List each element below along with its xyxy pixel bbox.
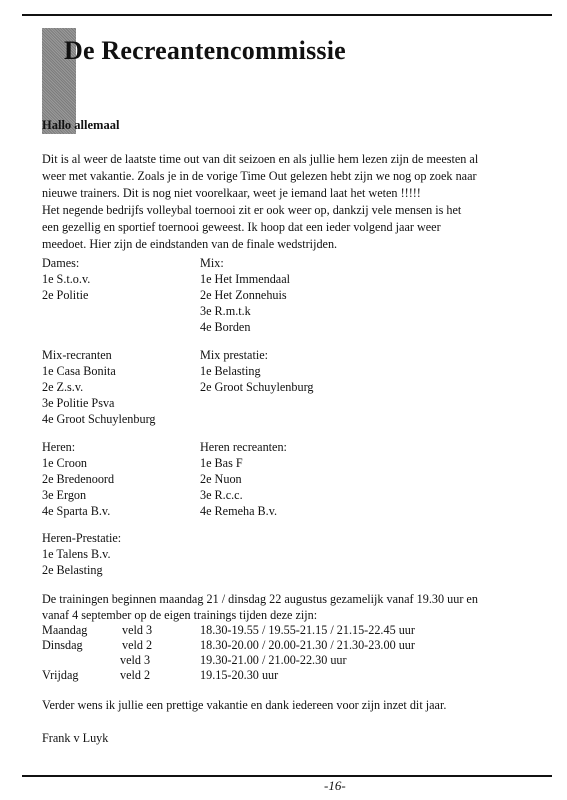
schedule-veld: veld 3 [120, 653, 151, 667]
standings-mix-recranten [42, 347, 156, 427]
standings-item: 1e S.t.o.v. [42, 272, 91, 286]
standings-heren-recreanten [200, 439, 287, 519]
intro-line: meedoet. Hier zijn de eindstanden van de finale wedstrijden. [42, 237, 338, 251]
schedule-veld: veld 2 [122, 638, 153, 652]
standings-heading: Heren recreanten: [200, 440, 287, 454]
schedule-day: Dinsdag [42, 638, 83, 652]
schedule-day: Vrijdag [42, 668, 79, 682]
page-number: -16- [324, 778, 346, 793]
standings-item: 4e Borden [200, 320, 251, 334]
standings-item: 3e R.c.c. [200, 488, 243, 502]
training-intro [42, 591, 557, 623]
standings-item: 3e R.m.t.k [200, 304, 251, 318]
standings-heading: Heren-Prestatie: [42, 531, 122, 545]
intro-line: een gezellig en sportief toernooi geweest. Ik hoop dat een ieder volgend jaar weer [42, 220, 441, 234]
standings-item: 3e Ergon [42, 488, 87, 502]
standings-heading: Mix-recranten [42, 348, 112, 362]
greeting: Hallo allemaal [42, 118, 120, 132]
standings-dames [42, 255, 90, 303]
standings-item: 1e Belasting [200, 364, 261, 378]
standings-heading: Dames: [42, 256, 80, 270]
standings-heading: Mix prestatie: [200, 348, 269, 362]
standings-item: 2e Bredenoord [42, 472, 115, 486]
signature: Frank v Luyk [42, 731, 109, 745]
page-title: De Recreantencommissie [64, 36, 346, 65]
standings-item: 1e Casa Bonita [42, 364, 116, 378]
standings-item: 2e Z.s.v. [42, 380, 84, 394]
standings-item: 4e Groot Schuylenburg [42, 412, 156, 426]
standings-heren [42, 439, 114, 519]
schedule-times: 19.30-21.00 / 21.00-22.30 uur [200, 653, 347, 667]
bottom-rule [22, 775, 552, 777]
standings-item: 2e Het Zonnehuis [200, 288, 287, 302]
standings-item: 1e Talens B.v. [42, 547, 111, 561]
standings-item: 4e Sparta B.v. [42, 504, 111, 518]
intro-paragraph [42, 151, 557, 253]
schedule-day: Maandag [42, 623, 88, 637]
standings-item: 1e Croon [42, 456, 88, 470]
schedule-times: 19.15-20.30 uur [200, 668, 279, 682]
schedule-times: 18.30-19.55 / 19.55-21.15 / 21.15-22.45 uur [200, 623, 415, 637]
standings-item: 3e Politie Psva [42, 396, 115, 410]
training-intro-line: vanaf 4 september op de eigen trainings tijden deze zijn: [42, 608, 318, 622]
standings-item: 2e Groot Schuylenburg [200, 380, 314, 394]
schedule-veld: veld 3 [122, 623, 153, 637]
intro-line: weer met vakantie. Zoals je in de vorige Time Out gelezen hebt zijn we nog op zoek naar [42, 169, 477, 183]
closing-text: Verder wens ik jullie een prettige vakantie en dank iedereen voor zijn inzet dit jaar. [42, 698, 447, 712]
standings-item: 1e Bas F [200, 456, 243, 470]
standings-item: 2e Nuon [200, 472, 242, 486]
schedule-times: 18.30-20.00 / 20.00-21.30 / 21.30-23.00 uur [200, 638, 415, 652]
intro-line: Het negende bedrijfs volleybal toernooi zit er ook weer op, dankzij vele mensen is het [42, 203, 462, 217]
standings-item: 1e Het Immendaal [200, 272, 291, 286]
standings-item: 2e Belasting [42, 563, 103, 577]
training-intro-line: De trainingen beginnen maandag 21 / dinsdag 22 augustus gezamelijk vanaf 19.30 uur en [42, 592, 478, 606]
standings-mix-prestatie [200, 347, 314, 395]
intro-line: Dit is al weer de laatste time out van dit seizoen en als jullie hem lezen zijn de meesten al [42, 152, 479, 166]
standings-mix [200, 255, 290, 335]
schedule-veld: veld 2 [120, 668, 151, 682]
intro-line: nieuwe trainers. Dit is nog niet voorelkaar, weet je iemand laat het weten !!!!! [42, 186, 421, 200]
standings-heading: Mix: [200, 256, 224, 270]
standings-heading: Heren: [42, 440, 76, 454]
standings-item: 4e Remeha B.v. [200, 504, 278, 518]
standings-item: 2e Politie [42, 288, 89, 302]
top-rule [22, 14, 552, 16]
standings-heren-prestatie [42, 530, 121, 578]
